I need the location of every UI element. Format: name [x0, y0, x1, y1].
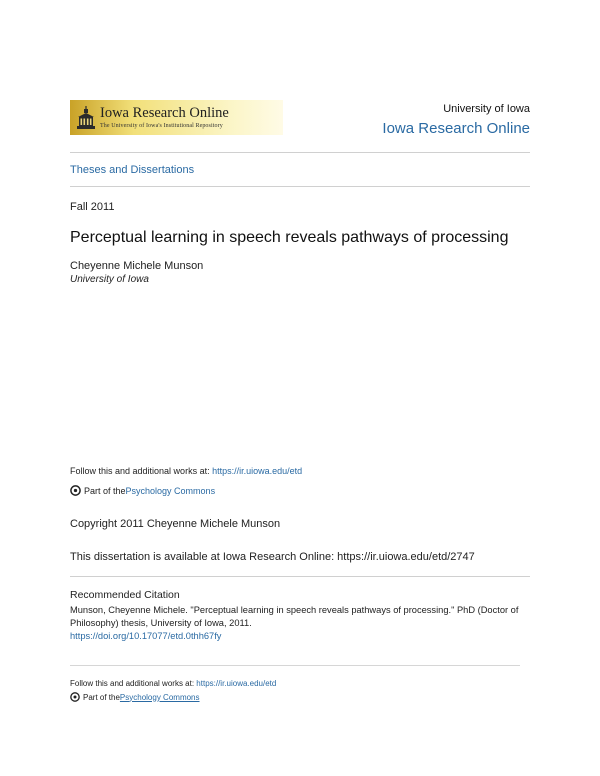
institution-name: University of Iowa [443, 103, 530, 115]
author-name: Cheyenne Michele Munson [70, 260, 204, 272]
footer-follow-url-link[interactable]: https://ir.uiowa.edu/etd [196, 679, 277, 688]
availability-statement: This dissertation is available at Iowa Research Online: https://ir.uiowa.edu/etd/2747 [70, 551, 475, 563]
divider [70, 186, 530, 187]
citation-text-block [70, 604, 532, 643]
repository-link[interactable]: Iowa Research Online [382, 120, 530, 137]
doi-link[interactable]: https://doi.org/10.17077/etd.0thh67fy [70, 631, 222, 641]
follow-prefix: Follow this and additional works at: [70, 466, 213, 476]
logo-subtitle: The University of Iowa's Institutional Repository [100, 122, 223, 129]
follow-url-link[interactable]: https://ir.uiowa.edu/etd [212, 466, 303, 476]
recommended-citation-heading: Recommended Citation [70, 589, 180, 601]
divider [70, 576, 530, 577]
logo-title: Iowa Research Online [100, 105, 229, 122]
footer-divider [70, 665, 520, 666]
divider [70, 152, 530, 153]
commons-network-icon [70, 692, 80, 702]
old-capitol-icon [76, 106, 96, 130]
publication-date: Fall 2011 [70, 201, 115, 213]
part-of-line [70, 485, 215, 496]
repository-logo [70, 100, 283, 135]
footer-part-of-prefix: Part of the [83, 692, 120, 702]
collection-link[interactable]: Theses and Dissertations [70, 164, 195, 176]
footer-follow-prefix: Follow this and additional works at: [70, 679, 197, 688]
part-of-prefix: Part of the [84, 485, 126, 496]
copyright-statement: Copyright 2011 Cheyenne Michele Munson [70, 518, 281, 530]
commons-network-icon [70, 485, 81, 496]
citation-text: Munson, Cheyenne Michele. "Perceptual learning in speech reveals pathways of processing." PhD (Doctor of Philosophy) thesis, University of Iowa, 2011. [70, 605, 519, 628]
footer-part-of-line [70, 692, 200, 702]
footer-follow-line [70, 679, 276, 688]
document-title: Perceptual learning in speech reveals pathways of processing [70, 229, 509, 246]
psychology-commons-link[interactable]: Psychology Commons [125, 485, 216, 496]
follow-line [70, 466, 302, 476]
footer-psychology-commons-link[interactable]: Psychology Commons [119, 692, 200, 702]
author-affiliation: University of Iowa [70, 274, 149, 285]
